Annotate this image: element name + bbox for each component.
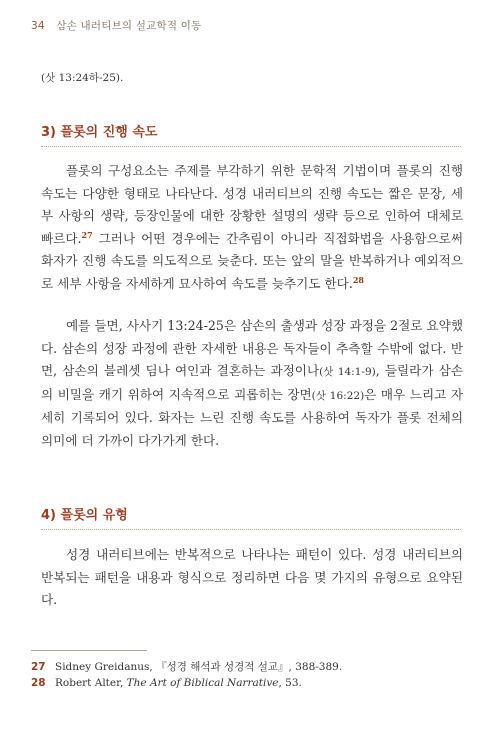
- running-header: [31, 18, 201, 33]
- footnote-author: Robert Alter,: [55, 677, 127, 689]
- footnote-ref-28[interactable]: 28: [352, 274, 364, 285]
- paragraph-text: 플롯의 구성요소는 주제를 부각하기 위한 문학적 기법이며 플롯의 진행 속도는 다양한 형태로 나타난다. 성경 내러티브의 진행 속도는 짧은 문장, 세부 사항의 생략, 등장인물에 대한 장황한 설명의 생략 등으로 인하여 대체로 빠르다.: [41, 163, 463, 246]
- footnote-number: 28: [31, 677, 46, 689]
- intro-line: [41, 66, 463, 90]
- footnote-28: [31, 676, 302, 691]
- paragraph-text: 성경 내러티브에는 반복적으로 나타나는 패턴이 있다. 성경 내러티브의 반복되는 패턴을 내용과 형식으로 정리하면 다음 몇 가지의 유형으로 요약된다.: [41, 547, 463, 608]
- paragraph-text: 은 매우 느리고 자세히 기록되어 있다. 화자는 느린 진행 속도를 사용하여 독자가 플롯 전체의 의미에 더 가까이 다가가게 한다.: [41, 386, 464, 448]
- heading-divider: [41, 529, 461, 530]
- footnote-ref-27[interactable]: 27: [81, 229, 93, 240]
- paragraph-text: 그러나 어떤 경우에는 간추림이 아니라 직접화법을 사용함으로써 화자가 진행 속도를 의도적으로 늦춘다. 또는 앞의 말을 반복하거나 예외적으로 세부 사항을 자세하게 묘사하여 속도를 늦추기도 한다.: [41, 230, 463, 291]
- footnote-title: 『성경 해석과 성경적 설교』: [156, 661, 289, 673]
- paragraph-text: , 들릴라가 삼손의 비밀을 캐기 위하여 지속적으로 괴롭히는 장면: [41, 363, 463, 402]
- footnote-title: The Art of Biblical Narrative: [126, 677, 279, 689]
- paragraph-3: [41, 544, 463, 612]
- footnote-divider: [31, 650, 147, 651]
- footnote-number: 27: [31, 661, 46, 673]
- footnote-pages: , 388-389.: [288, 661, 343, 673]
- page-number: 34: [31, 20, 45, 32]
- scripture-reference: (삿 14:1-9): [319, 366, 376, 379]
- footnote-author: Sidney Greidanus,: [55, 661, 157, 673]
- section-heading-4: 4) 플롯의 유형: [41, 508, 128, 523]
- paragraph-2: [41, 315, 463, 453]
- paragraph-1: [41, 160, 463, 296]
- footnote-pages: , 53.: [278, 677, 302, 689]
- section-heading-3: 3) 플롯의 진행 속도: [41, 125, 158, 140]
- book-title: 삼손 내러티브의 설교학적 이동: [56, 20, 202, 32]
- paragraph-text: 예를 들면, 사사기 13:24-25은 삼손의 출생과 성장 과정을 2절로 요약했다. 삼손의 성장 과정에 관한 자세한 내용은 독자들이 추측할 수밖에 없다. 반면, 삼손의 블레셋 딤나 여인과 결혼하는 과정이나: [41, 318, 463, 379]
- scripture-reference: (삿 13:24하-25).: [41, 72, 124, 84]
- footnote-27: [31, 660, 342, 675]
- scripture-reference: (삿 16:22): [311, 389, 365, 402]
- heading-divider: [41, 146, 461, 147]
